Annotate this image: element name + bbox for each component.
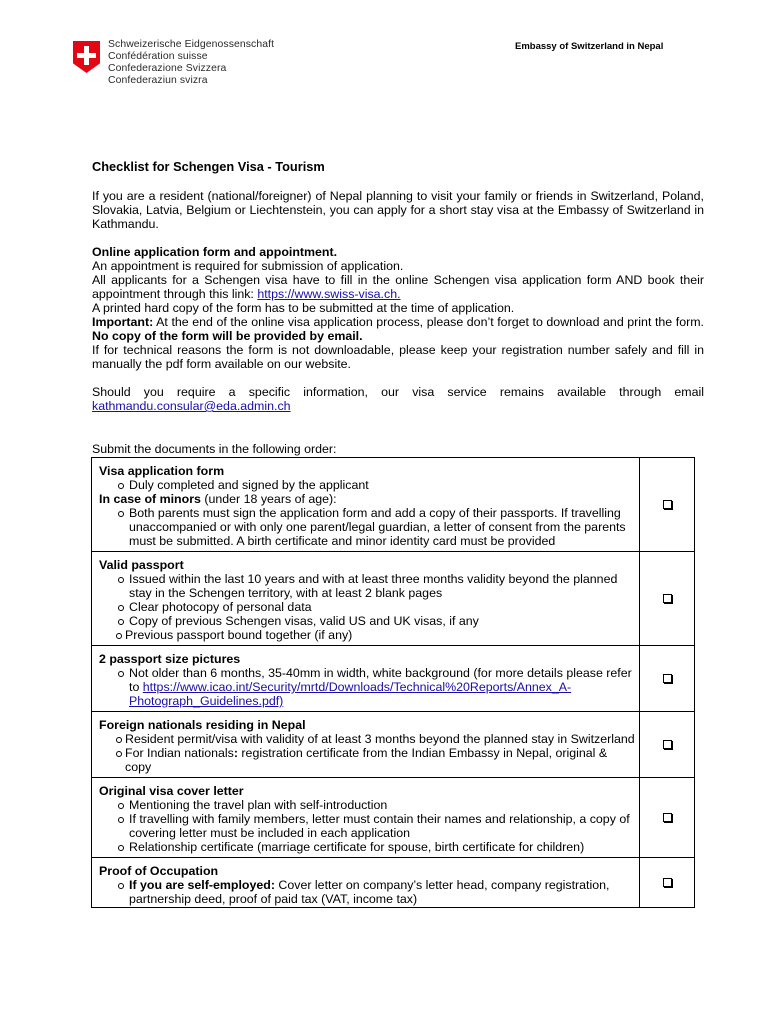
checkbox[interactable] [663,878,672,887]
important-note: Important: At the end of the online visa application process, please don’t forget to download and print the form. No copy of the form will be provided by email. [92,315,704,343]
applicants-line: All applicants for a Schengen visa have to fill in the online Schengen visa application form AND book their appointment through this link: https://www.swiss-visa.ch. [92,273,704,301]
icao-guidelines-link[interactable]: https://www.icao.int/Security/mrtd/Downloads/Technical%20Reports/Annex_A-Photograph_Guidelines.pdf) [129,680,572,708]
minors-note: In case of minors (under 18 years of age): [99,492,337,506]
contact-paragraph: Should you require a specific information, our visa service remains available through email kathmandu.consular@eda.admin.ch [92,385,704,413]
list-item: Copy of previous Schengen visas, valid US and UK visas, if any [129,614,635,628]
row-heading: Proof of Occupation [99,864,219,878]
list-item: For Indian nationals: registration certificate from the Indian Embassy in Nepal, original & copy [125,746,635,774]
list-item: Issued within the last 10 years and with at least three months validity beyond the planned stay in the Schengen territory, with at least 2 blank pages [129,572,635,600]
row-cover-letter [92,778,695,858]
list-item: Clear photocopy of personal data [129,600,635,614]
row-passport-pictures [92,646,695,712]
row-heading: Original visa cover letter [99,784,244,798]
name-italian: Confederazione Svizzera [108,63,227,74]
row-heading: Visa application form [99,464,225,478]
checkbox[interactable] [663,500,672,509]
intro-paragraph: If you are a resident (national/foreigner) of Nepal planning to visit your family or friends in Switzerland, Poland, Slovakia, Latvia, Belgium or Liechtenstein, you can apply for a short stay visa at the Embassy of Switzerland in Kathmandu. [92,189,704,231]
list-item: Duly completed and signed by the applicant [129,478,635,492]
consular-email-link[interactable]: kathmandu.consular@eda.admin.ch [92,399,291,413]
row-visa-application [92,458,695,552]
letterhead [73,41,274,87]
list-item: Resident permit/visa with validity of at least 3 months beyond the planned stay in Switzerland [125,732,635,746]
swiss-visa-link[interactable]: https://www.swiss-visa.ch. [257,287,401,301]
list-item: Mentioning the travel plan with self-introduction [129,798,635,812]
row-foreign-nationals [92,712,695,778]
checkbox[interactable] [663,674,672,683]
name-french: Confédération suisse [108,51,208,62]
checkbox[interactable] [663,594,672,603]
row-heading: Valid passport [99,558,184,572]
swiss-flag-icon [73,41,100,73]
name-german: Schweizerische Eidgenossenschaft [108,39,275,50]
list-item: If travelling with family members, letter must contain their names and relationship, a copy of covering letter must be included in each application [129,812,635,840]
technical-note: If for technical reasons the form is not downloadable, please keep your registration number safely and fill in manually the pdf form available on our website. [92,343,704,371]
confederation-names [108,39,274,87]
online-application-section [92,245,704,371]
row-heading: Foreign nationals residing in Nepal [99,718,306,732]
name-romansh: Confederaziun svizra [108,75,208,86]
embassy-name: Embassy of Switzerland in Nepal [515,41,664,52]
list-item: Not older than 6 months, 35-40mm in width, white background (for more details please refer to https://www.icao.int/Security/mrtd/Downloads/Technical%20Reports/Annex_A-Photograph_Guidelines.pdf) [129,666,635,708]
list-item: Previous passport bound together (if any) [125,628,635,642]
list-item: Relationship certificate (marriage certificate for spouse, birth certificate for children) [129,840,635,854]
page-title: Checklist for Schengen Visa - Tourism [92,159,325,174]
document-checklist-table [91,457,695,908]
row-proof-occupation [92,858,695,908]
checkbox[interactable] [663,813,672,822]
online-heading: Online application form and appointment. [92,245,338,259]
row-heading: 2 passport size pictures [99,652,241,666]
checkbox[interactable] [663,740,672,749]
submit-intro: Submit the documents in the following order: [92,442,337,456]
document-body [92,160,704,413]
appointment-line: An appointment is required for submission of application. [92,259,404,273]
hardcopy-line: A printed hard copy of the form has to be submitted at the time of application. [92,301,515,315]
list-item: If you are self-employed: Cover letter on company’s letter head, company registration, partnership deed, proof of paid tax (VAT, income tax) [129,878,635,906]
row-valid-passport [92,552,695,646]
list-item: Both parents must sign the application form and add a copy of their passports. If travelling unaccompanied or with only one parent/legal guardian, a letter of consent from the parents must be submitted. A birth certificate and minor identity card must be provided [129,506,635,548]
